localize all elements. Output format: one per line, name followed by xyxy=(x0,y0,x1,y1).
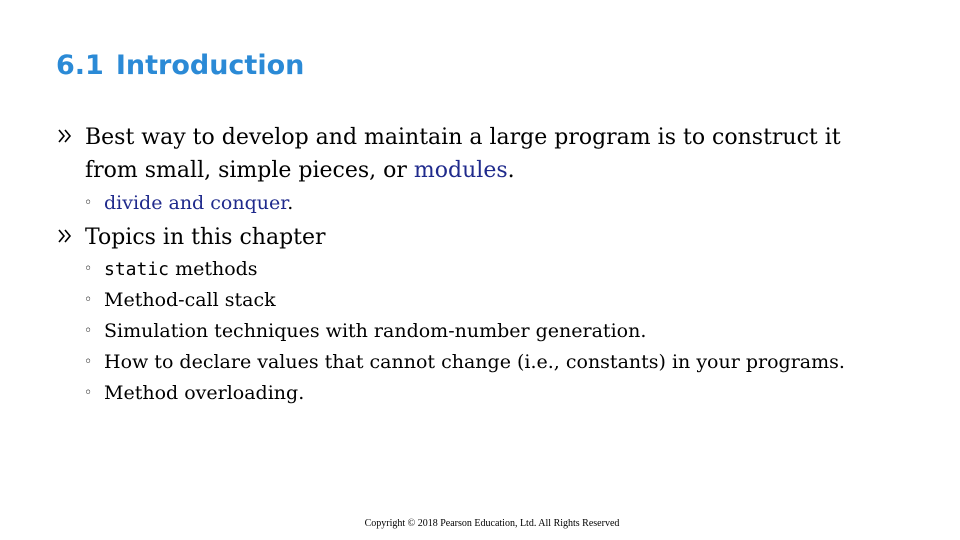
circle-bullet-icon: ◦ xyxy=(84,385,93,401)
subbullet-item xyxy=(84,254,258,285)
section-number: 6.1 xyxy=(56,50,104,81)
bullet-text-line1: Best way to develop and maintain a large program is to construct it xyxy=(85,125,841,150)
arrow-bullet-icon xyxy=(58,129,72,143)
subbullet-item xyxy=(84,347,845,378)
subbullet-item xyxy=(84,378,304,409)
subbullet-text: Simulation techniques with random-number generation. xyxy=(104,320,647,342)
subbullet-text: Method-call stack xyxy=(104,289,276,311)
section-title: Introduction xyxy=(115,50,305,81)
bullet-item xyxy=(58,121,878,187)
circle-bullet-icon: ◦ xyxy=(84,354,93,370)
bullet-item xyxy=(58,221,878,254)
bullet-text-line2: from small, simple pieces, or xyxy=(85,158,414,183)
subbullet-text: How to declare values that cannot change (i.e., constants) in your programs. xyxy=(104,351,845,373)
punctuation: . xyxy=(507,158,515,183)
circle-bullet-icon: ◦ xyxy=(84,195,93,211)
slide-title xyxy=(56,50,304,81)
circle-bullet-icon: ◦ xyxy=(84,261,93,277)
subbullet-item xyxy=(84,316,646,347)
subbullet-item xyxy=(84,188,293,219)
subbullet-text: divide and conquer xyxy=(104,192,288,214)
key-term: modules xyxy=(413,158,508,183)
subbullet-text: Method overloading. xyxy=(104,382,305,404)
bullet-text: Topics in this chapter xyxy=(85,225,326,250)
punctuation: . xyxy=(287,192,294,214)
subbullet-item xyxy=(84,285,276,316)
subbullet-text: methods xyxy=(169,258,258,280)
arrow-bullet-icon xyxy=(58,229,72,243)
code-keyword: static xyxy=(104,259,170,280)
circle-bullet-icon: ◦ xyxy=(84,292,93,308)
circle-bullet-icon: ◦ xyxy=(84,323,93,339)
copyright-footer: Copyright © 2018 Pearson Education, Ltd. All Rights Reserved xyxy=(364,518,620,529)
